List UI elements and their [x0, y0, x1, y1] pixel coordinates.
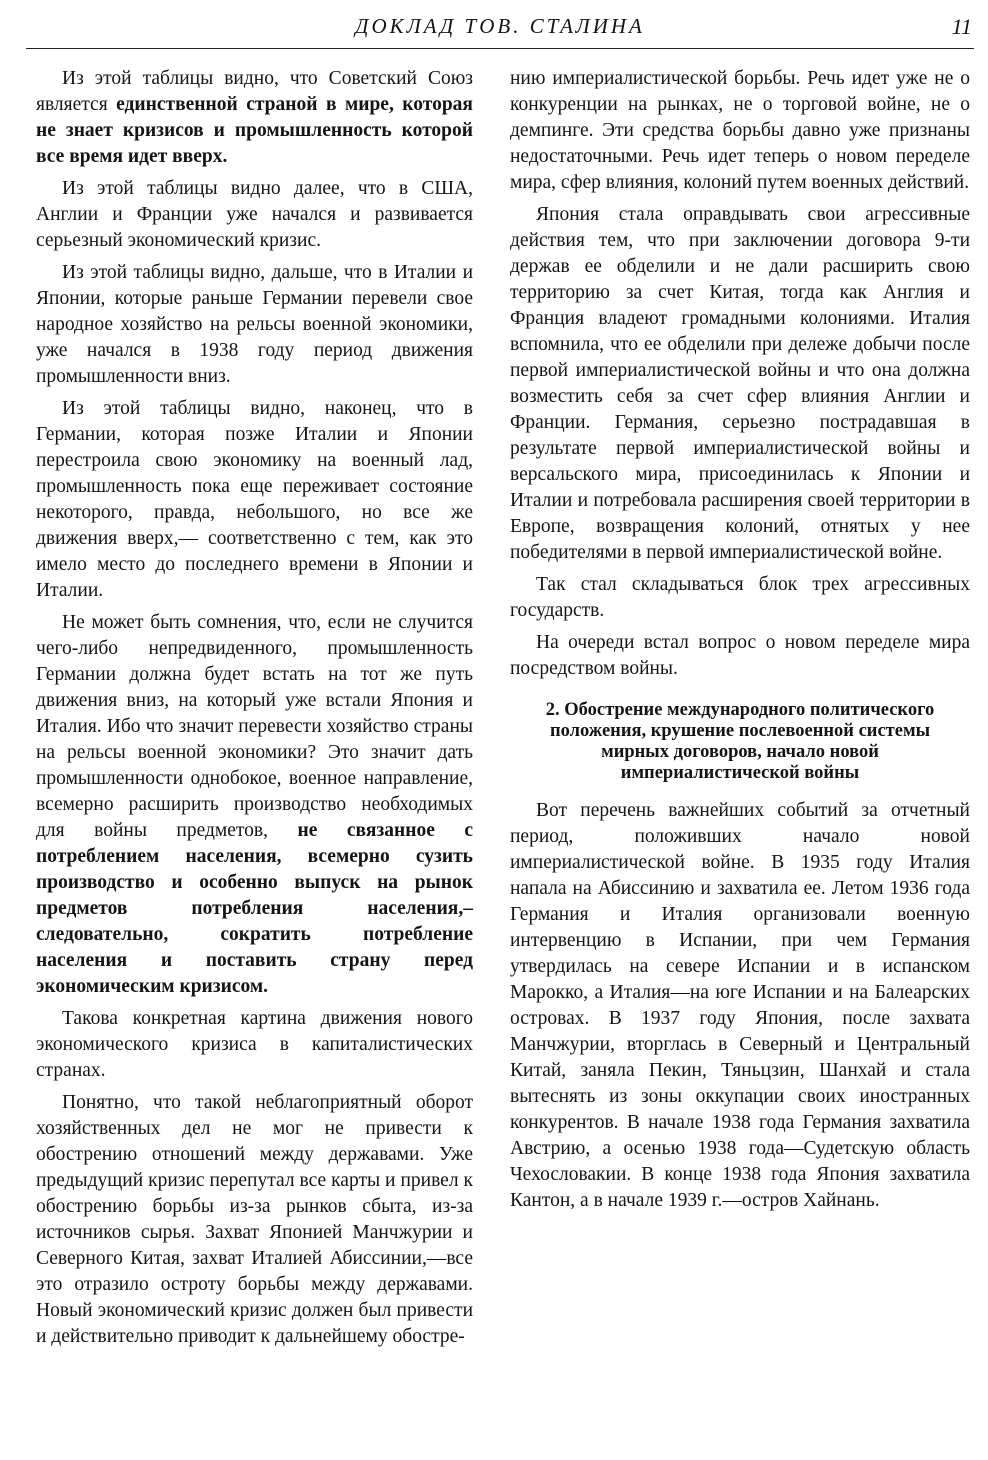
paragraph [36, 66, 473, 170]
page-number: 11 [951, 14, 972, 39]
paragraph: Из этой таблицы видно, наконец, что в Германии, которая позже Италии и Японии перестроила свою экономику на военный лад, промышленность пока еще переживает состояние некоторого, правда, небольшого, но все же движения вверх,— соответственно с тем, как это имело место до последнего времени в Японии и Италии. [36, 398, 473, 601]
paragraph: Из этой таблицы видно далее, что в США, Англии и Франции уже начался и развивается серьезный экономический кризис. [36, 178, 473, 251]
emphasized-text: единственной страной в мире, которая не знает кризисов и промышленность которой все время идет вверх. [36, 94, 473, 167]
paragraph: Понятно, что такой неблагоприятный оборот хозяйственных дел не мог не привести к обострению отношений между державами. Уже предыдущий кризис перепутал все карты и привел к обострению борьбы из-за рынков сбыта, из-за источников сырья. Захват Японией Манчжурии и Северного Китая, захват Италией Абиссинии,—все это отразило остроту борьбы между державами. Новый экономический кризис должен был привести и действительно приводит к дальнейшему обостре- [36, 1092, 473, 1347]
section-heading: 2. Обострение международного политического положения, крушение послевоенной системы мирных договоров, начало новой империалистической войны [545, 700, 935, 783]
emphasized-text: не связанное с потреблением населения, всемерно сузить производство и особенно выпуск на рынок предметов потребления населения,– следовательно, сократить потребление населения и поставить страну перед экономическим кризисом. [36, 820, 473, 997]
paragraph: Так стал складываться блок трех агрессивных государств. [510, 574, 970, 621]
running-title: ДОКЛАД ТОВ. СТАЛИНА [355, 14, 645, 38]
left-column [36, 66, 473, 1356]
paragraph-text: Из этой таблицы видно, что Советский Союз является [36, 68, 473, 115]
paragraph: Такова конкретная картина движения нового экономического кризиса в капиталистических странах. [36, 1008, 473, 1081]
paragraph-continued: нию империалистической борьбы. Речь идет уже не о конкуренции на рынках, не о торговой войне, не о демпинге. Эти средства борьбы давно уже признаны недостаточными. Речь идет теперь о новом переделе мира, сфер влияния, колоний путем военных действий. [510, 68, 970, 193]
right-column [510, 66, 970, 1220]
paragraph: Япония стала оправдывать свои агрессивные действия тем, что при заключении договора 9-ти держав ее обделили и не дали расширить свою территорию за счет Китая, тогда как Англия и Франция владеют громадными колониями. Италия вспомнила, что ее обделили при дележе добычи после первой империалистической войны и что она должна возместить себя за счет сфер влияния Англии и Франции. Германия, серьезно пострадавшая в результате первой империалистической войны и версальского мира, присоединилась к Японии и Италии и потребовала расширения своей территории в Европе, возвращения колоний, отнятых у нее победителями в первой империалистической войне. [510, 204, 970, 563]
paragraph [36, 610, 473, 1000]
paragraph-text: Не может быть сомнения, что, если не случится чего-либо непредвиденного, промышленность Германии должна будет встать на тот же путь движения вниз, на который уже встали Япония и Италия. Ибо что значит перевести хозяйство страны на рельсы военной экономики? Это значит дать промышленности однобокое, военное направление, всемерно расширить производство необходимых для войны предметов, [36, 612, 473, 841]
page-header [26, 8, 974, 44]
paragraph: На очереди встал вопрос о новом переделе мира посредством войны. [510, 632, 970, 679]
paragraph: Вот перечень важнейших событий за отчетный период, положивших начало новой империалистической войне. В 1935 году Италия напала на Абиссинию и захватила ее. Летом 1936 года Германия и Италия организовали военную интервенцию в Испании, при чем Германия утвердилась на севере Испании и в испанском Марокко, а Италия—на юге Испании и на Балеарских островах. В 1937 году Япония, после захвата Манчжурии, вторглась в Северный и Центральный Китай, заняла Пекин, Тяньцзин, Шанхай и стала вытеснять из зоны оккупации своих иностранных конкурентов. В начале 1938 года Германия захватила Австрию, а осенью 1938 года—Судетскую область Чехословакии. В конце 1938 года Япония захватила Кантон, а в начале 1939 г.—остров Хайнань. [510, 800, 970, 1211]
paragraph: Из этой таблицы видно, дальше, что в Италии и Японии, которые раньше Германии перевели свое народное хозяйство на рельсы военной экономики, уже начался в 1938 году период движения промышленности вниз. [36, 262, 473, 387]
header-divider [26, 48, 974, 49]
